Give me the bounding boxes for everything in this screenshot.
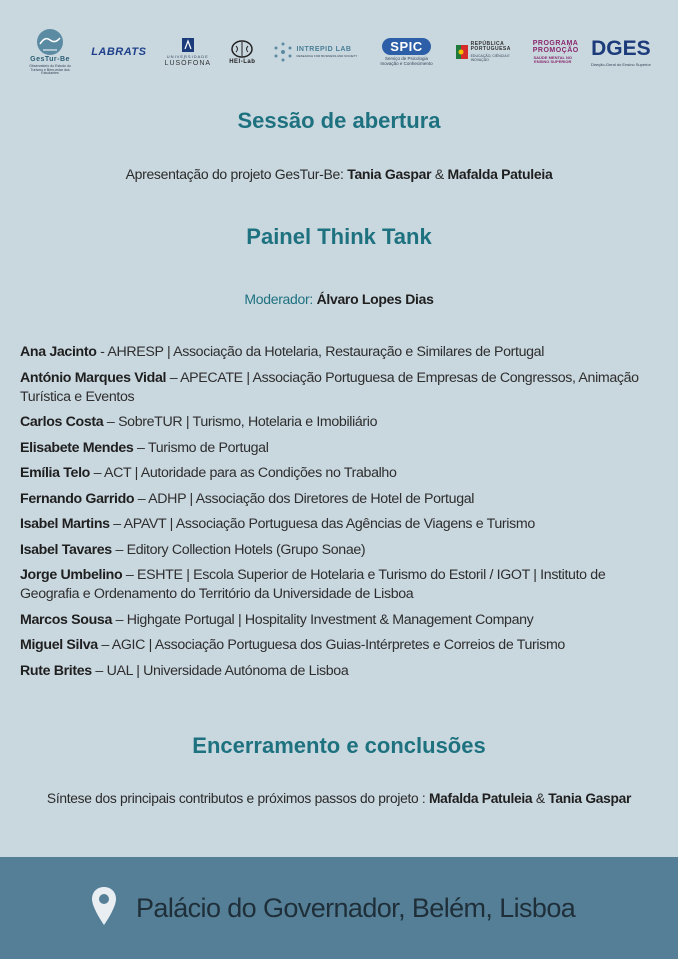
participant-list: [20, 343, 660, 687]
list-item: Rute Brites – UAL | Universidade Autónoma de Lisboa: [20, 662, 349, 679]
closing-name-2: Tania Gaspar: [548, 791, 632, 806]
list-item: Miguel Silva – AGIC | Associação Portuguesa dos Guias-Intérpretes e Correios de Turismo: [20, 637, 565, 653]
logo-lusofona: UNIVERSIDADE LUSÓFONA: [165, 37, 212, 66]
logo-intrepid-lab: INTREPID LAB RESEARCH FOR BUSINESS AND SOCIETY: [273, 42, 357, 62]
moderator-line: [0, 291, 678, 307]
logo-gestur-be: GesTur-Be Observatório do Estudo do Turismo e Bem-estar dos Estudantes: [27, 28, 73, 77]
logo-hei-lab: HEI-Lab: [229, 39, 255, 65]
opening-title: Sessão de abertura: [237, 108, 441, 133]
lusofona-emblem-icon: [181, 37, 195, 53]
opening-amp: &: [431, 166, 448, 182]
brain-icon: [230, 39, 254, 59]
logo-spic: SPIC Serviço de Psicologia Inovação e Conhecimento: [380, 38, 433, 66]
opening-line: [0, 166, 678, 182]
venue-footer: [0, 857, 678, 959]
closing-text: Síntese dos principais contributos e próximos passos do projeto :: [46, 791, 429, 806]
panel-title: Painel Think Tank: [246, 224, 432, 249]
globe-icon: [35, 28, 65, 56]
list-item: Isabel Martins – APAVT | Associação Portuguesa das Agências de Viagens e Turismo: [20, 516, 535, 532]
list-item: Fernando Garrido – ADHP | Associação dos Diretores de Hotel de Portugal: [20, 490, 475, 507]
list-item: Emília Telo – ACT | Autoridade para as Condições no Trabalho: [20, 465, 397, 481]
logo-republica-portuguesa: REPÚBLICA PORTUGUESA EDUCAÇÃO, CIÊNCIA E INOVAÇÃO: [456, 42, 515, 63]
closing-title: Encerramento e conclusões: [192, 733, 486, 758]
network-dots-icon: [273, 42, 293, 62]
list-item: António Marques Vidal – APECATE | Associação Portuguesa de Empresas de Congressos, Animação Turística e Eventos: [20, 369, 639, 405]
list-item: Marcos Sousa – Highgate Portugal | Hospitality Investment & Management Company: [20, 611, 534, 628]
partner-logos: [0, 24, 678, 80]
moderator-label: Moderador:: [244, 291, 317, 307]
opening-text: Apresentação do projeto GesTur-Be:: [125, 166, 348, 182]
moderator-name: Álvaro Lopes Dias: [316, 291, 434, 307]
flag-emblem-icon: [456, 45, 468, 59]
opening-name-1: Tania Gaspar: [347, 166, 432, 182]
closing-amp: &: [532, 791, 549, 806]
location-pin-icon: [90, 885, 118, 932]
list-item: Ana Jacinto - AHRESP | Associação da Hotelaria, Restauração e Similares de Portugal: [20, 344, 545, 360]
closing-line: [0, 791, 678, 806]
closing-name-1: Mafalda Patuleia: [428, 791, 533, 806]
list-item: Elisabete Mendes – Turismo de Portugal: [20, 439, 269, 456]
logo-labrats: LABRATS: [91, 46, 147, 58]
opening-name-2: Mafalda Patuleia: [447, 166, 553, 182]
venue-name: Palácio do Governador, Belém, Lisboa: [136, 892, 576, 923]
logo-programa-promocao: PROGRAMA PROMOÇÃO SAÚDE MENTAL NO ENSINO SUPERIOR: [532, 39, 579, 64]
list-item: Jorge Umbelino – ESHTE | Escola Superior de Hotelaria e Turismo do Estoril / IGOT | Instituto de Geografia e Ordenamento do Território da Universidade de Lisboa: [20, 567, 606, 602]
logo-dges: DGES Direção-Geral do Ensino Superior: [590, 36, 651, 67]
list-item: Isabel Tavares – Editory Collection Hotels (Grupo Sonae): [20, 541, 366, 558]
list-item: Carlos Costa – SobreTUR | Turismo, Hotelaria e Imobiliário: [20, 414, 378, 430]
